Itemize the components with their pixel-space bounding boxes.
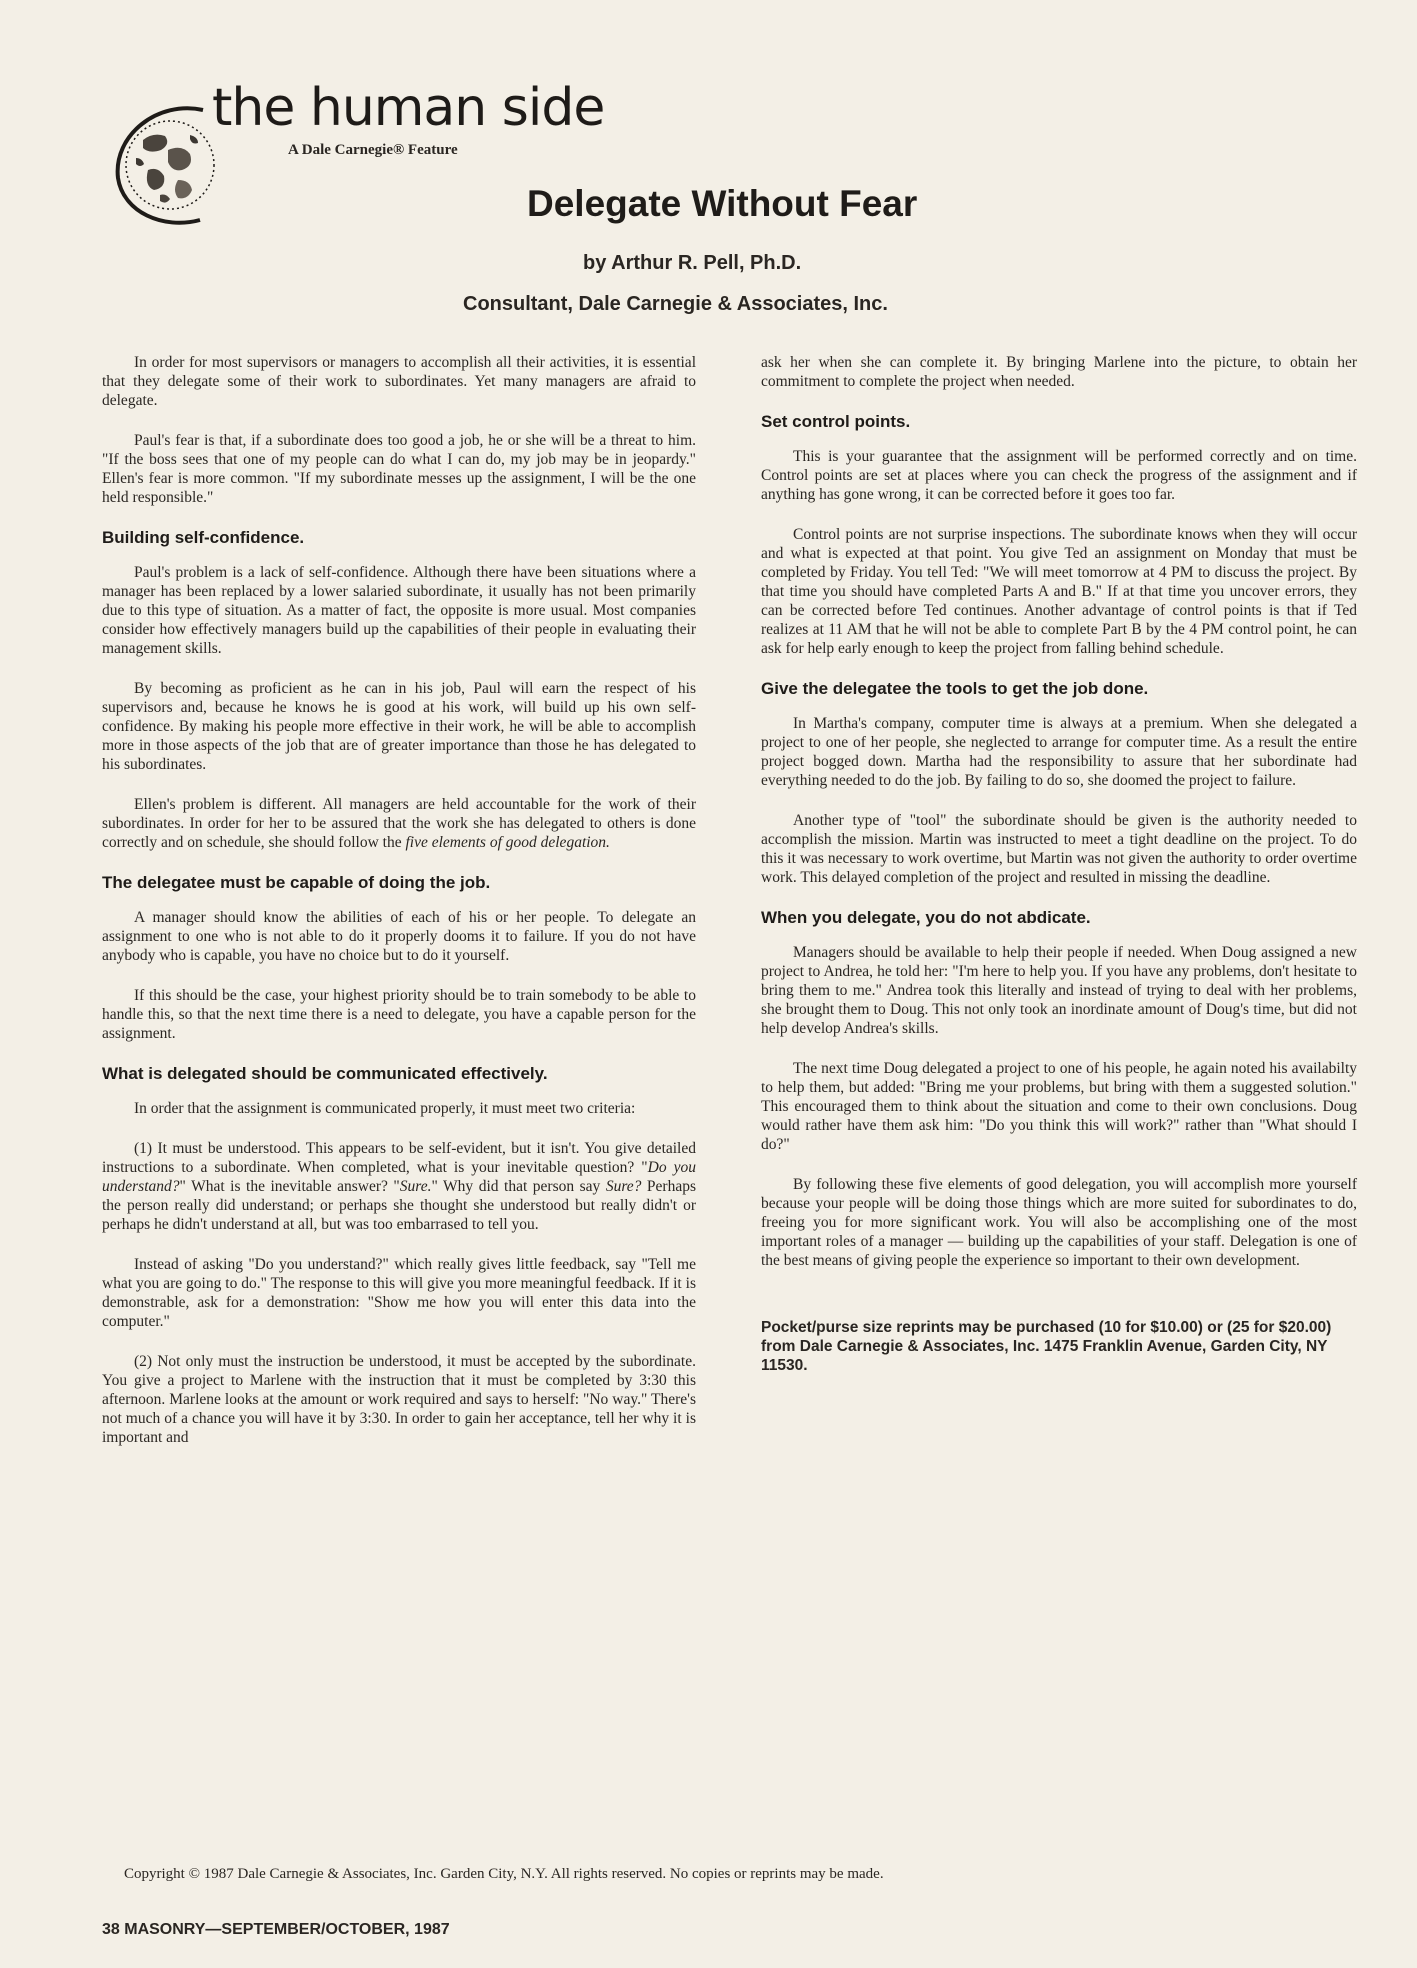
paragraph: Paul's fear is that, if a subordinate does too good a job, he or she will be a threat to him. "If the boss sees that one of my people can do what I can do, my job may be in jeopardy." Ellen's fear is more common. "If my subordinate messes up the assignment, I will be the one held responsible." — [102, 432, 696, 506]
paragraph-text: Perhaps the person really did understand; or perhaps she thought she understood but really didn't or perhaps he didn't understand at all, but was too embarrased to tell you. — [102, 1178, 697, 1233]
paragraph: Paul's problem is a lack of self-confidence. Although there have been situations where a manager has been replaced by a lower salaried subordinate, it usually has not been primarily due to this type of situation. As a matter of fact, the opposite is more usual. Most companies consider how effectively managers build up the capabilities of their people in evaluating their management skills. — [102, 564, 696, 657]
section-heading: Building self-confidence. — [102, 528, 305, 547]
right-column — [761, 353, 1357, 1375]
paragraph: In order that the assignment is communicated properly, it must meet two criteria: — [134, 1100, 636, 1117]
paragraph: Control points are not surprise inspections. The subordinate knows when they will occur and what is expected at that point. You give Ted an assignment on Monday that must be completed by Friday. You tell Ted: "We will meet tomorrow at 4 PM to discuss the project. By that time you should have completed Parts A and B." If at that time you uncover errors, they can be corrected before Ted continues. Another advantage of control points is that if Ted realizes at 11 AM that he will not be able to complete Part B by the 4 PM control point, he can ask for help early enough to keep the project from falling behind schedule. — [761, 526, 1357, 657]
paragraph — [102, 795, 696, 852]
emphasis-text: Do you understand? — [102, 1159, 696, 1195]
paragraph: Managers should be available to help their people if needed. When Doug assigned a new project to Andrea, he told her: "I'm here to help you. If you have any problems, don't hesitate to bring them to me." Andrea took this literally and instead of trying to deal with her problems, she brought them to Doug. This not only took an inordinate amount of Doug's time, but did not help develop Andrea's skills. — [761, 944, 1357, 1037]
paragraph — [102, 1139, 696, 1234]
section-heading: Set control points. — [761, 412, 911, 431]
paragraph: By following these five elements of good delegation, you will accomplish more yourself because your people will be doing those things which are more suited for subordinates to do, freeing you for more significant work. You will also be accomplishing one of the most important roles of a manager — building up the capabilities of your staff. Delegation is one of the best means of giving people the experience so important to their own development. — [761, 1176, 1357, 1269]
page-footer: 38 MASONRY—SEPTEMBER/OCTOBER, 1987 — [102, 1921, 450, 1938]
series-subtitle: A Dale Carnegie® Feature — [288, 142, 458, 158]
paragraph: The next time Doug delegated a project to one of his people, he again noted his availabilty to help them, but added: "Bring me your problems, but bring with them a suggested solution." This encouraged them to think about the situation and come to their own conclusions. Doug would rather have them ask him: "Do you think this will work?" rather than "What should I do?" — [761, 1060, 1357, 1153]
paragraph: In order for most supervisors or managers to accomplish all their activities, it is essential that they delegate some of their work to subordinates. Yet many managers are afraid to delegate. — [102, 354, 696, 409]
paragraph-text: Ellen's problem is different. All managers are held accountable for the work of their subordinates. In order for her to be assured that the work she has delegated to others is done correctly and on schedule, she should follow the — [102, 796, 696, 851]
paragraph: A manager should know the abilities of each of his or her people. To delegate an assignment to one who is not able to do it properly dooms it to failure. If you do not have anybody who is capable, you have no choice but to do it yourself. — [102, 909, 696, 964]
byline: by Arthur R. Pell, Ph.D. — [583, 252, 802, 274]
paragraph-text: " What is the inevitable answer? " — [179, 1178, 400, 1195]
paragraph: This is your guarantee that the assignment will be performed correctly and on time. Control points are set at places where you can check the progress of the assignment and if anything has gone wrong, it can be corrected before it goes too far. — [761, 448, 1357, 503]
globe-logo-icon — [108, 100, 228, 230]
article-title: Delegate Without Fear — [527, 183, 918, 224]
paragraph: (2) Not only must the instruction be understood, it must be accepted by the subordinate. You give a project to Marlene with the instruction that it must be completed by 3:30 this afternoon. Marlene looks at the amount or work required and says to herself: "No way." There's not much of a chance you will have it by 3:30. In order to gain her acceptance, tell her why it is important and — [102, 1353, 696, 1446]
author-affiliation: Consultant, Dale Carnegie & Associates, Inc. — [463, 293, 888, 315]
emphasis-text: Sure. — [399, 1178, 432, 1195]
paragraph: If this should be the case, your highest priority should be to train somebody to be able to handle this, so that the next time there is a need to delegate, you have a capable person for the assignment. — [102, 987, 696, 1042]
copyright-notice: Copyright © 1987 Dale Carnegie & Associates, Inc. Garden City, N.Y. All rights reserved. No copies or reprints may be made. — [124, 1866, 884, 1882]
paragraph: Instead of asking "Do you understand?" which really gives little feedback, say "Tell me what you are going to do." The response to this will give you more meaningful feedback. If it is demonstrable, ask for a demonstration: "Show me how you will enter this data into the computer." — [102, 1256, 696, 1330]
paragraph: ask her when she can complete it. By bringing Marlene into the picture, to obtain her commitment to complete the project when needed. — [761, 354, 1357, 390]
reprint-notice: Pocket/purse size reprints may be purchased (10 for $10.00) or (25 for $20.00) from Dale Carnegie & Associates, Inc. 1475 Franklin Avenue, Garden City, NY 11530. — [761, 1319, 1332, 1374]
section-heading: What is delegated should be communicated effectively. — [102, 1064, 548, 1083]
section-heading: Give the delegatee the tools to get the job done. — [761, 679, 1149, 698]
emphasis-text: Sure? — [605, 1178, 642, 1195]
paragraph-text: " Why did that person say — [431, 1178, 606, 1195]
paragraph: By becoming as proficient as he can in his job, Paul will earn the respect of his supervisors and, because he knows he is good at his work, will build up his own self-confidence. By making his people more effective in their work, he will be able to accomplish more in those aspects of the job that are of greater importance than those he has delegated to his subordinates. — [102, 680, 696, 773]
left-column — [102, 353, 696, 1468]
series-title: the human side — [212, 78, 605, 138]
emphasis-text: five elements of good delegation. — [405, 834, 610, 851]
section-heading: When you delegate, you do not abdicate. — [761, 908, 1091, 927]
paragraph: In Martha's company, computer time is always at a premium. When she delegated a project to one of her people, she neglected to arrange for computer time. As a result the entire project bogged down. Martha had the responsibility to assure that her subordinate had everything needed to do the job. By failing to do so, she doomed the project to failure. — [761, 715, 1357, 789]
paragraph-text: (1) It must be understood. This appears to be self-evident, but it isn't. You give detailed instructions to a subordinate. When completed, what is your inevitable question? " — [102, 1140, 696, 1176]
paragraph: Another type of "tool" the subordinate should be given is the authority needed to accomplish the mission. Martin was instructed to meet a tight deadline on the project. To do this it was necessary to work overtime, but Martin was not given the authority to order overtime work. This delayed completion of the project and resulted in missing the deadline. — [761, 812, 1357, 886]
section-heading: The delegatee must be capable of doing the job. — [102, 873, 491, 892]
